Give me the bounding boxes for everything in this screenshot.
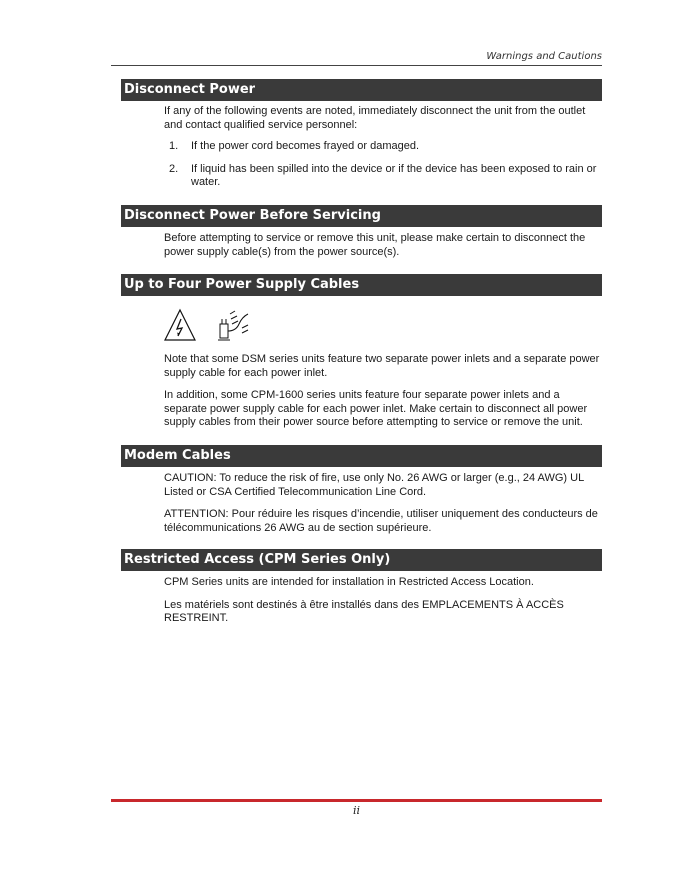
section-heading-disconnect-power: Disconnect Power <box>121 79 602 101</box>
list-number: 1. <box>169 140 179 152</box>
section-heading-four-power-cables: Up to Four Power Supply Cables <box>121 274 602 296</box>
section-heading-disconnect-before-servicing: Disconnect Power Before Servicing <box>121 205 602 227</box>
section-body-four-power-cables <box>164 353 602 430</box>
electrical-hazard-warning-icon <box>165 310 195 340</box>
list-item <box>164 140 602 154</box>
running-header <box>111 51 602 66</box>
paragraph: In addition, some CPM-1600 series units feature four separate power inlets and a separate power supply cable for each power inlet. Make certain to disconnect all power supply cables from their power source before attempting to service or remove the unit. <box>164 389 588 428</box>
running-title: Warnings and Cautions <box>486 51 602 62</box>
section-body-disconnect-before-servicing <box>164 232 602 259</box>
section-heading-modem-cables: Modem Cables <box>121 445 602 467</box>
section-body-restricted-access <box>164 576 602 626</box>
list-text: If liquid has been spilled into the device or if the device has been exposed to rain or water. <box>191 162 597 188</box>
footer-rule <box>111 799 602 802</box>
paragraph: Les matériels sont destinés à être installés dans des EMPLACEMENTS À ACCÈS RESTREINT. <box>164 598 564 624</box>
warning-icons <box>164 308 264 344</box>
section-heading-restricted-access: Restricted Access (CPM Series Only) <box>121 549 602 571</box>
attention-paragraph: ATTENTION: Pour réduire les risques d’incendie, utiliser uniquement des conducteurs de télécommunications 26 AWG au de section supérieure. <box>164 508 598 534</box>
list-item <box>164 163 602 190</box>
disconnect-power-cord-icon <box>218 311 248 340</box>
paragraph: CPM Series units are intended for installation in Restricted Access Location. <box>164 576 534 588</box>
list-text: If the power cord becomes frayed or damaged. <box>191 140 420 152</box>
warning-icons-svg <box>164 308 264 344</box>
section-body-disconnect-power <box>164 105 602 190</box>
paragraph: Before attempting to service or remove this unit, please make certain to disconnect the power supply cable(s) from the power source(s). <box>164 232 586 258</box>
paragraph: Note that some DSM series units feature two separate power inlets and a separate power supply cable for each power inlet. <box>164 353 600 379</box>
list-number: 2. <box>169 162 179 175</box>
page-number: ii <box>352 804 361 817</box>
caution-paragraph: CAUTION: To reduce the risk of fire, use only No. 26 AWG or larger (e.g., 24 AWG) UL Listed or CSA Certified Telecommunication Line Cord. <box>164 472 584 498</box>
paragraph: If any of the following events are noted, immediately disconnect the unit from the outlet and contact qualified service personnel: <box>164 105 586 131</box>
section-body-modem-cables <box>164 472 602 535</box>
